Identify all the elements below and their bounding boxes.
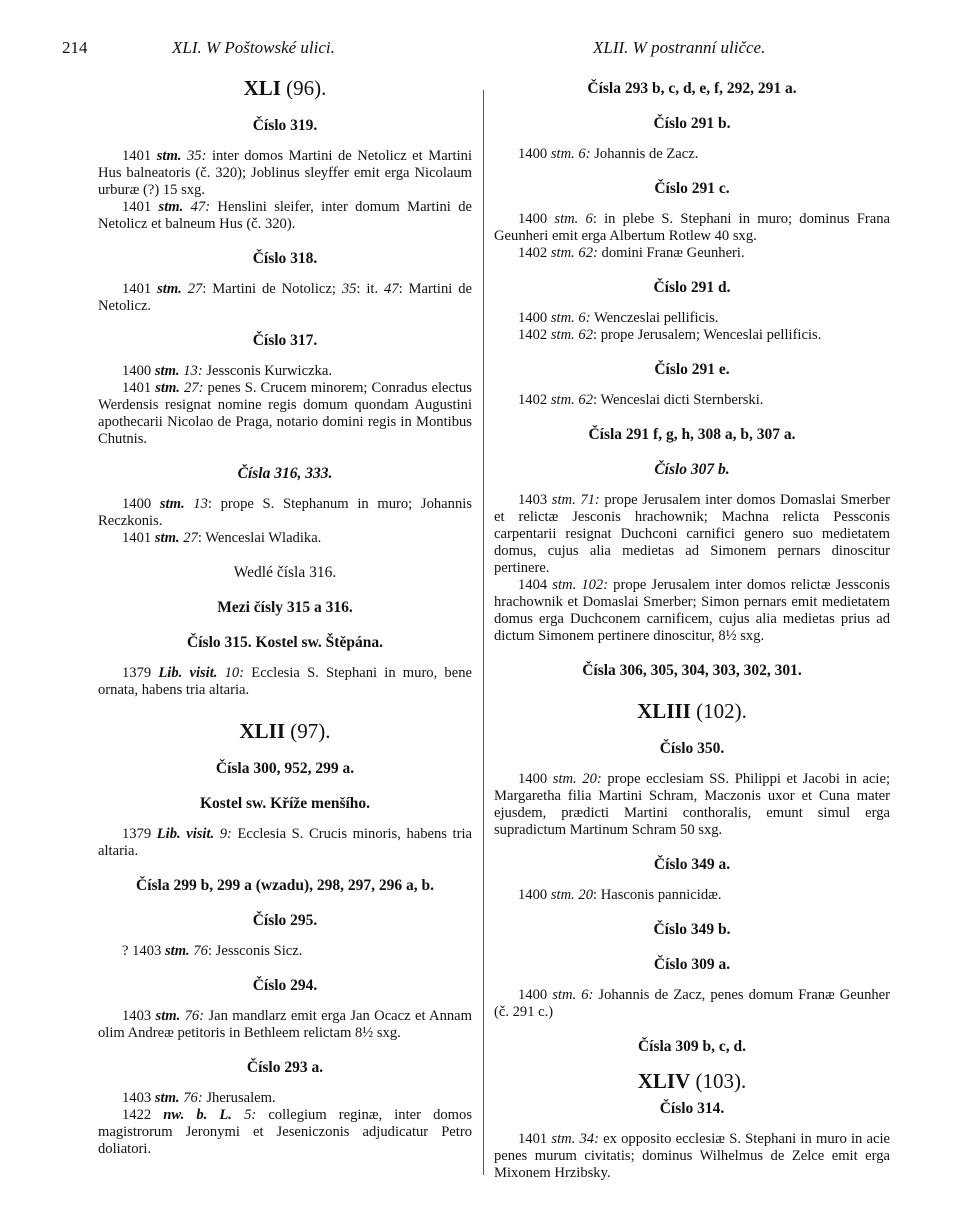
entry-heading-349a: Číslo 349 a. [653,856,731,873]
entry-text: 1400 stm. 6: Johannis de Zacz. [518,146,699,162]
entry-heading-299-296: Čísla 299 b, 299 a (wzadu), 298, 297, 296 a, b. [136,877,434,894]
entry-text: 1401 stm. 27: penes S. Crucem minorem; Conradus electus Werdensis resignat nomine regis domum quondam Augustini apothecarii Nicolao de Praga, notario domini regis in Montibus Chutnis. [98,380,472,447]
entry-heading-294: Číslo 294. [252,977,318,994]
entry-heading-291d: Číslo 291 d. [653,279,731,296]
section-heading-xlii: XLII (97). [239,719,331,743]
entry-text: 1402 stm. 62: domini Franæ Geunheri. [518,245,745,261]
entry-heading-291b: Číslo 291 b. [653,115,731,132]
entries-291b [494,146,890,163]
entry-heading-291c: Číslo 291 c. [654,180,730,197]
entry-heading-293a: Číslo 293 a. [246,1059,324,1076]
entry-text: 1401 stm. 27: Martini de Notolicz; 35: it. 47: Martini de Netolicz. [98,281,472,314]
entry-heading-314: Číslo 314. [659,1100,725,1117]
entry-heading-291e: Číslo 291 e. [654,361,730,378]
entries-295 [98,943,472,960]
entry-heading-291f-307a: Čísla 291 f, g, h, 308 a, b, 307 a. [588,426,796,443]
entries-293a [98,1090,472,1158]
entry-heading-307b: Číslo 307 b. [654,461,730,478]
entry-heading-306-301: Čísla 306, 305, 304, 303, 302, 301. [582,662,802,679]
entry-heading-315: Číslo 315. Kostel sw. Štěpána. [187,634,383,651]
entry-heading-300-952-299: Čísla 300, 952, 299 a. [215,760,355,777]
entries-317 [98,363,472,448]
entry-heading-316-333: Čísla 316, 333. [237,465,333,482]
entry-heading-293-291a: Čísla 293 b, c, d, e, f, 292, 291 a. [587,80,797,97]
entry-heading-309a: Číslo 309 a. [653,956,731,973]
page-number: 214 [62,38,88,57]
entry-text: 1401 stm. 35: inter domos Martini de Netolicz et Martini Hus balneatoris (č. 320); Joblinus sleyffer emit erga Nicolaum urburæ (?) 15 sxg. [98,148,473,198]
entries-316-333 [98,496,472,547]
entry-text: ? 1403 stm. 76: Jessconis Sicz. [122,943,303,959]
entries-315 [98,665,472,699]
entry-heading-349b: Číslo 349 b. [653,921,731,938]
entry-text: 1404 stm. 102: prope Jerusalem inter domos relictæ Jessconis hrachownik et Domaslai Smerber; Simon pernars emit medietatem domus erga Duchconem carnificem, cujus alia medietas prius ad dictum Simonem pertinere dinoscitur, 8½ sxg. [494,577,890,644]
section-heading-xliii: XLIII (102). [637,699,747,723]
entry-text: 1400 stm. 6: in plebe S. Stephani in muro; dominus Frana Geunheri emit erga Albertum Rotlew 40 sxg. [494,211,890,244]
entry-heading-318: Číslo 318. [252,250,318,267]
entry-heading-wedle-316: Wedlé čísla 316. [233,564,337,581]
entries-294 [98,1008,472,1042]
entry-text: 1403 stm. 71: prope Jerusalem inter domos Domaslai Smerber et relictæ Jesconis hrachownik; Machna relicta Pessconis carpentarii resignat Duchconi carnifici genero suo medietatem domus, cujus alia medietas ad Simonem pernars dinoscitur pertinere. [494,492,890,576]
right-running-title: XLII. W postranní uličce. [593,38,766,57]
entries-309a [494,987,890,1021]
entries-291c [494,211,890,262]
entry-text: 1400 stm. 6: Johannis de Zacz, penes domum Franæ Geunher (č. 291 c.) [494,987,891,1020]
entry-text: 1400 stm. 20: prope ecclesiam SS. Philippi et Jacobi in acie; Margaretha filia Martini Schram, Maczonis uxor et Cuna mater ejusdem, prædicti Martini conthoralis, emunt simul erga supradictum Martinum Schram 50 sxg. [494,771,890,838]
running-header [0,38,960,62]
entry-text: 1402 stm. 62: Wenceslai dicti Sternberski. [518,392,764,408]
entries-318 [98,281,472,315]
entry-text: 1400 stm. 6: Wenczeslai pellificis. [518,310,719,326]
entry-text: 1401 stm. 34: ex opposito ecclesiæ S. Stephani in muro in acie penes murum civitatis; dominus Wilhelmus de Zelce emit erga Mixonem Hrzibsky. [494,1131,890,1181]
entries-307b [494,492,890,645]
entries-350 [494,771,890,839]
entry-heading-317: Číslo 317. [252,332,318,349]
section-heading-xliv: XLIV (103). [637,1069,747,1093]
entry-heading-319: Číslo 319. [252,117,318,134]
left-column [98,76,473,1175]
entry-text: 1379 Lib. visit. 9: Ecclesia S. Crucis minoris, habens tria altaria. [98,826,472,859]
entries-314 [494,1131,890,1182]
entry-text: 1400 stm. 20: Hasconis pannicidæ. [518,887,722,903]
right-column [494,80,890,1199]
entry-heading-350: Číslo 350. [659,740,725,757]
entry-text: 1400 stm. 13: prope S. Stephanum in muro; Johannis Reczkonis. [98,496,472,529]
entry-text: 1379 Lib. visit. 10: Ecclesia S. Stephani in muro, bene ornata, habens tria altaria. [98,665,472,698]
entry-text: 1400 stm. 13: Jessconis Kurwiczka. [122,363,332,379]
entry-text: 1401 stm. 47: Henslini sleifer, inter domum Martini de Netolicz et balneum Hus (č. 320). [98,199,472,232]
entry-text: 1401 stm. 27: Wenceslai Wladika. [122,530,322,546]
entry-text: 1402 stm. 62: prope Jerusalem; Wenceslai pellificis. [518,327,822,343]
entry-heading-295: Číslo 295. [252,912,318,929]
section-heading-xli: XLI (96). [243,76,327,100]
left-running-title: XLI. W Poštowské ulici. [172,38,335,57]
entries-349a [494,887,890,904]
entries-319 [98,148,472,233]
entry-heading-mezi-315-316: Mezi čísly 315 a 316. [217,599,353,616]
entries-291d [494,310,890,344]
column-divider [483,90,484,1175]
entry-text: 1403 stm. 76: Jan mandlarz emit erga Jan Ocacz et Annam olim Andreæ petitoris in Bethleem relictam 8½ sxg. [98,1008,473,1041]
entry-text: 1422 nw. b. L. 5: collegium reginæ, inter domos magistrorum Jeronymi et Jeseniczonis adjudicatur Petro doliatori. [98,1107,473,1157]
entry-text: 1403 stm. 76: Jherusalem. [122,1090,276,1106]
entry-heading-309bcd: Čísla 309 b, c, d. [637,1038,747,1055]
entries-kostel-kríze [98,826,472,860]
entry-heading-kostel-kríze: Kostel sw. Kříže menšího. [199,795,371,812]
entries-291e [494,392,890,409]
